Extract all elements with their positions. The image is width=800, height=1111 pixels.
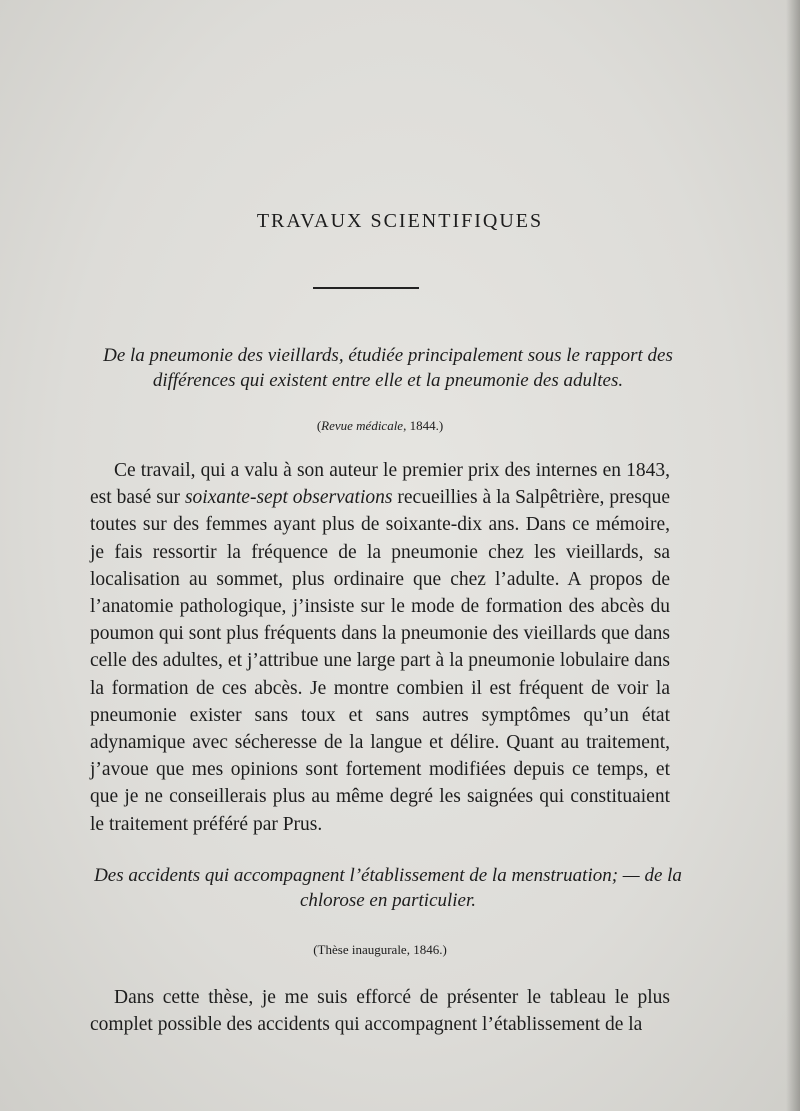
paragraph-pneumonie — [90, 457, 670, 838]
page-edge-shadow — [786, 0, 800, 1111]
citation-source: Revue médicale — [321, 418, 404, 433]
paragraph-text-rest: recueillies à la Salpêtrière, presque toutes sur des femmes ayant plus de soixante-dix ans. Dans ce mémoire, je fais ressortir la fréquence de la pneumonie chez les vieillards, sa localisation au sommet, plus ordinaire que chez l’adulte. A propos de l’anatomie pathologique, j’insiste sur le mode de formation des abcès du poumon qui sont plus fréquents dans la pneumonie des vieillards que dans celle des adultes, et j’attribue une large part à la pneumonie lobulaire dans la formation de ces abcès. Je montre combien il est fréquent de voir la pneumonie exister sans toux et sans autres symptômes qu’un état adynamique avec sécheresse de la langue et délire. Quant au traitement, j’avoue que mes opinions sont fortement modifiées depuis ce temps, et que je ne conseillerais plus au même degré les saignées qui constituaient le traitement préféré par Prus. — [90, 487, 670, 835]
citation-these: (Thèse inaugurale, 1846.) — [313, 942, 447, 957]
citation-revue-medicale: (Revue médicale, 1844.) — [316, 418, 444, 433]
section-heading-menstruation: Des accidents qui accompagnent l’établissement de la menstruation; — de la chlorose en particulier. — [94, 865, 682, 911]
title-divider — [313, 287, 419, 289]
citation-year: 1844 — [409, 418, 436, 433]
page-title: TRAVAUX SCIENTIFIQUES — [256, 210, 544, 232]
paragraph-these: Dans cette thèse, je me suis efforcé de présenter le tableau le plus complet possible des accidents qui accompagnent l’établissement de la — [90, 987, 670, 1036]
paragraph-emphasis: soixante-sept observations — [184, 487, 393, 509]
paragraph-text-start: Ce travail, qui a valu à son auteur le premier prix des internes en 1843, est basé sur — [90, 460, 670, 509]
section-heading-pneumonie: De la pneumonie des vieillards, étudiée principalement sous le rapport des différences qui existent entre elle et la pneumonie des adultes. — [103, 345, 673, 391]
